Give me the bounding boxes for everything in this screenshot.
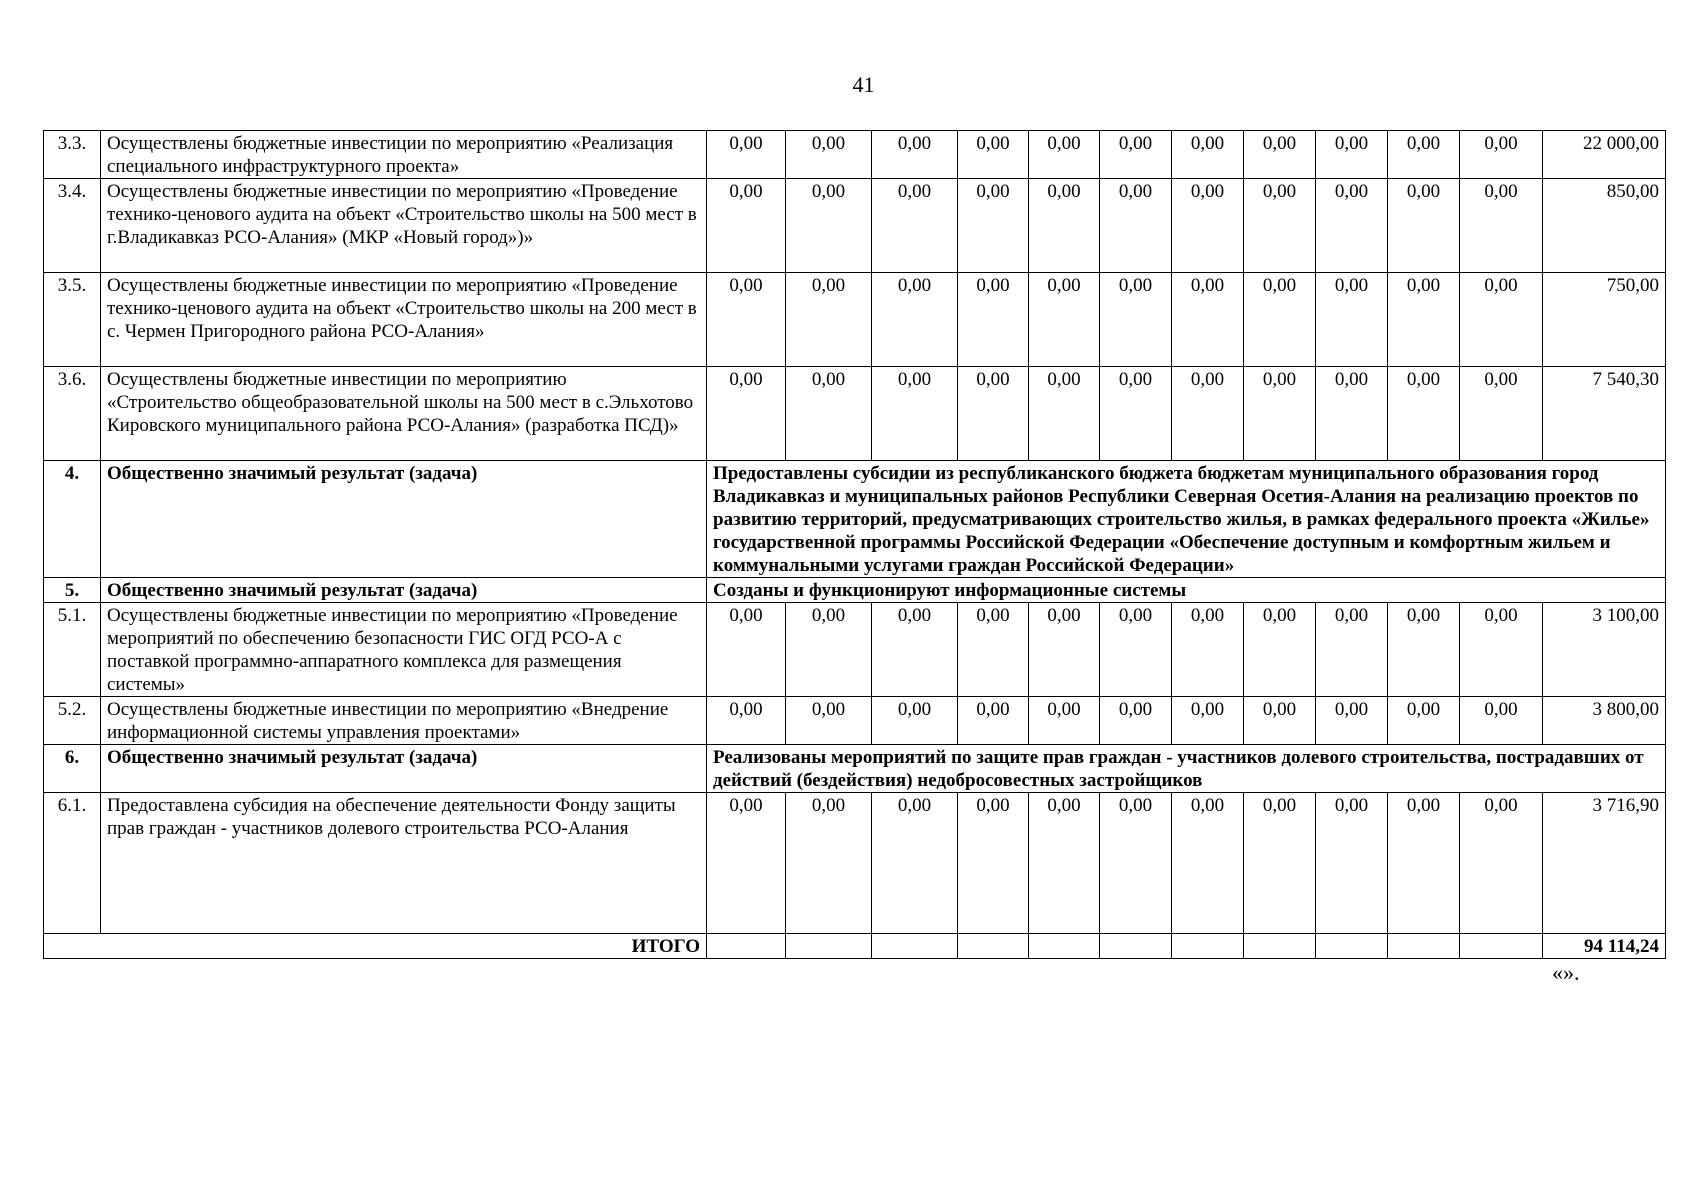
value-cell: 0,00 xyxy=(1172,793,1244,934)
value-cell: 0,00 xyxy=(1316,131,1388,179)
empty-cell xyxy=(1460,934,1543,959)
table-row xyxy=(44,273,1666,367)
empty-cell xyxy=(1172,934,1244,959)
value-cell: 0,00 xyxy=(1316,179,1388,273)
result-label: Общественно значимый результат (задача) xyxy=(101,461,707,578)
value-cell: 0,00 xyxy=(1316,697,1388,745)
result-label: Общественно значимый результат (задача) xyxy=(101,745,707,793)
empty-cell xyxy=(1244,934,1316,959)
result-text: Созданы и функционируют информационные системы xyxy=(707,578,1666,603)
value-cell: 0,00 xyxy=(872,131,958,179)
total-value-cell: 22 000,00 xyxy=(1543,131,1666,179)
empty-cell xyxy=(1388,934,1460,959)
value-cell: 0,00 xyxy=(1244,367,1316,461)
value-cell: 0,00 xyxy=(707,273,786,367)
value-cell: 0,00 xyxy=(1316,367,1388,461)
value-cell: 0,00 xyxy=(1100,131,1172,179)
row-number: 5.1. xyxy=(44,603,101,697)
row-description: Осуществлены бюджетные инвестиции по мероприятию «Проведение технико-ценового аудита на объект «Строительство школы на 200 мест в с. Чермен Пригородного района РСО-Алания» xyxy=(101,273,707,367)
empty-cell xyxy=(958,934,1029,959)
value-cell: 0,00 xyxy=(1388,603,1460,697)
row-description: Предоставлена субсидия на обеспечение деятельности Фонду защиты прав граждан - участников долевого строительства РСО-Алания xyxy=(101,793,707,934)
value-cell: 0,00 xyxy=(1172,179,1244,273)
value-cell: 0,00 xyxy=(786,697,872,745)
value-cell: 0,00 xyxy=(1172,273,1244,367)
value-cell: 0,00 xyxy=(1460,273,1543,367)
row-number: 5. xyxy=(44,578,101,603)
value-cell: 0,00 xyxy=(1100,273,1172,367)
value-cell: 0,00 xyxy=(872,367,958,461)
value-cell: 0,00 xyxy=(786,131,872,179)
result-row xyxy=(44,745,1666,793)
result-text: Реализованы мероприятий по защите прав граждан - участников долевого строительства, пострадавших от действий (бездействия) недобросовестных застройщиков xyxy=(707,745,1666,793)
total-value-cell: 3 716,90 xyxy=(1543,793,1666,934)
value-cell: 0,00 xyxy=(1244,603,1316,697)
value-cell: 0,00 xyxy=(872,697,958,745)
value-cell: 0,00 xyxy=(1244,179,1316,273)
value-cell: 0,00 xyxy=(1100,697,1172,745)
value-cell: 0,00 xyxy=(958,603,1029,697)
row-number: 6. xyxy=(44,745,101,793)
budget-table xyxy=(43,130,1666,959)
row-number: 5.2. xyxy=(44,697,101,745)
empty-cell xyxy=(872,934,958,959)
result-label: Общественно значимый результат (задача) xyxy=(101,578,707,603)
table-row xyxy=(44,367,1666,461)
value-cell: 0,00 xyxy=(1460,179,1543,273)
total-value-cell: 750,00 xyxy=(1543,273,1666,367)
result-row xyxy=(44,578,1666,603)
value-cell: 0,00 xyxy=(958,367,1029,461)
value-cell: 0,00 xyxy=(1316,273,1388,367)
value-cell: 0,00 xyxy=(707,179,786,273)
value-cell: 0,00 xyxy=(786,793,872,934)
total-row xyxy=(44,934,1666,959)
value-cell: 0,00 xyxy=(1172,697,1244,745)
value-cell: 0,00 xyxy=(872,793,958,934)
value-cell: 0,00 xyxy=(1388,179,1460,273)
value-cell: 0,00 xyxy=(1244,131,1316,179)
row-number: 3.6. xyxy=(44,367,101,461)
value-cell: 0,00 xyxy=(707,793,786,934)
value-cell: 0,00 xyxy=(1172,367,1244,461)
row-description: Осуществлены бюджетные инвестиции по мероприятию «Внедрение информационной системы управления проектами» xyxy=(101,697,707,745)
value-cell: 0,00 xyxy=(1172,131,1244,179)
value-cell: 0,00 xyxy=(1244,273,1316,367)
row-number: 4. xyxy=(44,461,101,578)
value-cell: 0,00 xyxy=(958,273,1029,367)
total-value-cell: 3 100,00 xyxy=(1543,603,1666,697)
value-cell: 0,00 xyxy=(1172,603,1244,697)
page-number: 41 xyxy=(852,72,875,97)
value-cell: 0,00 xyxy=(707,697,786,745)
value-cell: 0,00 xyxy=(1244,697,1316,745)
value-cell: 0,00 xyxy=(1029,179,1100,273)
table-row xyxy=(44,793,1666,934)
table-row xyxy=(44,131,1666,179)
grand-total-value: 94 114,24 xyxy=(1543,934,1666,959)
value-cell: 0,00 xyxy=(958,697,1029,745)
value-cell: 0,00 xyxy=(1244,793,1316,934)
value-cell: 0,00 xyxy=(1460,367,1543,461)
row-description: Осуществлены бюджетные инвестиции по мероприятию «Реализация специального инфраструктурного проекта» xyxy=(101,131,707,179)
row-number: 6.1. xyxy=(44,793,101,934)
value-cell: 0,00 xyxy=(1388,131,1460,179)
value-cell: 0,00 xyxy=(1100,367,1172,461)
value-cell: 0,00 xyxy=(958,179,1029,273)
value-cell: 0,00 xyxy=(1029,793,1100,934)
value-cell: 0,00 xyxy=(1100,793,1172,934)
value-cell: 0,00 xyxy=(1029,603,1100,697)
value-cell: 0,00 xyxy=(958,131,1029,179)
empty-cell xyxy=(786,934,872,959)
value-cell: 0,00 xyxy=(707,603,786,697)
result-row xyxy=(44,461,1666,578)
value-cell: 0,00 xyxy=(1388,697,1460,745)
empty-cell xyxy=(707,934,786,959)
closing-quote-mark: «». xyxy=(1552,960,1580,985)
value-cell: 0,00 xyxy=(786,603,872,697)
value-cell: 0,00 xyxy=(1460,603,1543,697)
value-cell: 0,00 xyxy=(786,367,872,461)
value-cell: 0,00 xyxy=(1316,793,1388,934)
value-cell: 0,00 xyxy=(1460,697,1543,745)
value-cell: 0,00 xyxy=(707,131,786,179)
value-cell: 0,00 xyxy=(872,179,958,273)
value-cell: 0,00 xyxy=(1100,179,1172,273)
value-cell: 0,00 xyxy=(786,273,872,367)
value-cell: 0,00 xyxy=(872,273,958,367)
value-cell: 0,00 xyxy=(1316,603,1388,697)
row-number: 3.3. xyxy=(44,131,101,179)
value-cell: 0,00 xyxy=(872,603,958,697)
row-description: Осуществлены бюджетные инвестиции по мероприятию «Строительство общеобразовательной школы на 500 мест в с.Эльхотово Кировского муниципального района РСО-Алания» (разработка ПСД)» xyxy=(101,367,707,461)
empty-cell xyxy=(1316,934,1388,959)
row-number: 3.5. xyxy=(44,273,101,367)
row-description: Осуществлены бюджетные инвестиции по мероприятию «Проведение технико-ценового аудита на объект «Строительство школы на 500 мест в г.Владикавказ РСО-Алания» (МКР «Новый город»)» xyxy=(101,179,707,273)
row-description: Осуществлены бюджетные инвестиции по мероприятию «Проведение мероприятий по обеспечению безопасности ГИС ОГД РСО-А с поставкой программно-аппаратного комплекса для размещения системы» xyxy=(101,603,707,697)
value-cell: 0,00 xyxy=(1029,131,1100,179)
row-number: 3.4. xyxy=(44,179,101,273)
total-value-cell: 3 800,00 xyxy=(1543,697,1666,745)
result-text: Предоставлены субсидии из республиканского бюджета бюджетам муниципального образования город Владикавказ и муниципальных районов Республики Северная Осетия-Алания на реализацию проектов по развитию территорий, предусматривающих строительство жилья, в рамках федерального проекта «Жилье» государственной программы Российской Федерации «Обеспечение доступным и комфортным жильем и коммунальными услугами граждан Российской Федерации» xyxy=(707,461,1666,578)
table-row xyxy=(44,179,1666,273)
total-value-cell: 7 540,30 xyxy=(1543,367,1666,461)
total-label: ИТОГО xyxy=(44,934,707,959)
value-cell: 0,00 xyxy=(1388,793,1460,934)
value-cell: 0,00 xyxy=(1029,273,1100,367)
table-row xyxy=(44,603,1666,697)
empty-cell xyxy=(1029,934,1100,959)
value-cell: 0,00 xyxy=(707,367,786,461)
value-cell: 0,00 xyxy=(1388,273,1460,367)
value-cell: 0,00 xyxy=(1029,367,1100,461)
value-cell: 0,00 xyxy=(1100,603,1172,697)
table-row xyxy=(44,697,1666,745)
value-cell: 0,00 xyxy=(786,179,872,273)
value-cell: 0,00 xyxy=(1460,793,1543,934)
empty-cell xyxy=(1100,934,1172,959)
total-value-cell: 850,00 xyxy=(1543,179,1666,273)
value-cell: 0,00 xyxy=(1460,131,1543,179)
value-cell: 0,00 xyxy=(958,793,1029,934)
value-cell: 0,00 xyxy=(1388,367,1460,461)
value-cell: 0,00 xyxy=(1029,697,1100,745)
